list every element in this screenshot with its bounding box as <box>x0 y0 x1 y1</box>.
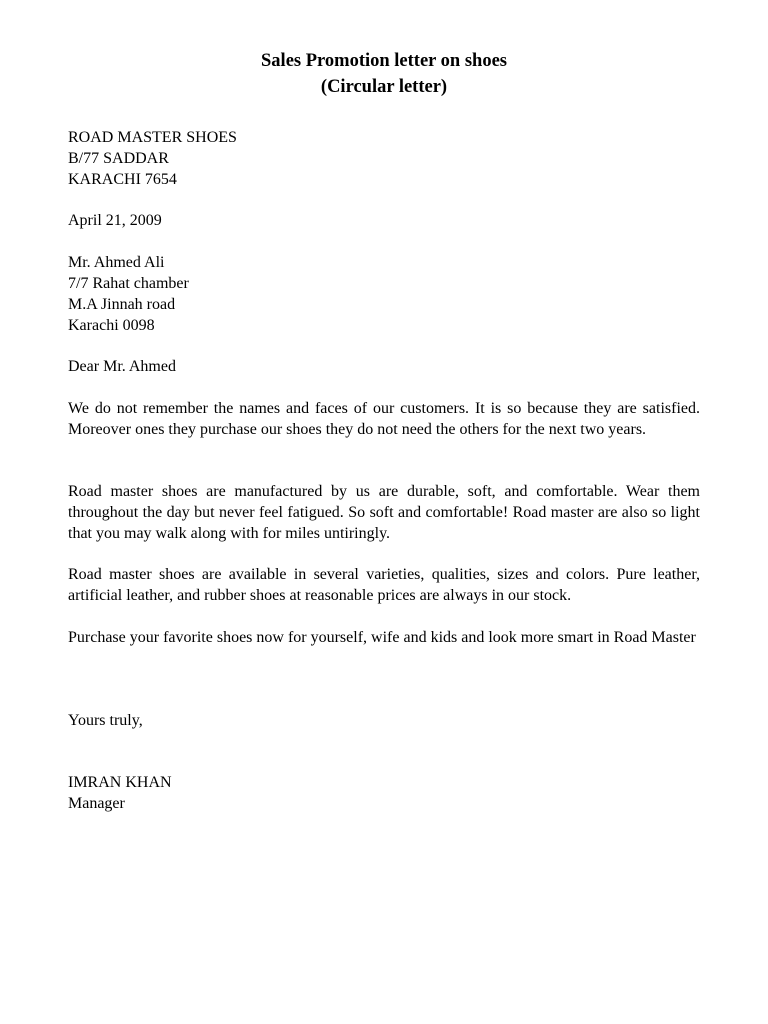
signer-role: Manager <box>68 795 125 812</box>
recipient-city: Karachi 0098 <box>68 317 155 334</box>
recipient-street: M.A Jinnah road <box>68 296 176 313</box>
sender-street: B/77 SADDAR <box>68 150 169 167</box>
body-paragraph-4: Purchase your favorite shoes now for yourself, wife and kids and look more smart in Road Master <box>68 629 696 646</box>
recipient-building: 7/7 Rahat chamber <box>68 275 189 292</box>
body-paragraph-3: Road master shoes are available in several varieties, qualities, sizes and colors. Pure leather, artificial leather, and rubber shoes at reasonable prices are always in our stock. <box>68 566 700 604</box>
signature-block <box>68 772 700 814</box>
sender-company: ROAD MASTER SHOES <box>68 129 237 146</box>
closing: Yours truly, <box>68 712 143 729</box>
salutation: Dear Mr. Ahmed <box>68 358 176 375</box>
recipient-name: Mr. Ahmed Ali <box>68 254 165 271</box>
signer-name: IMRAN KHAN <box>68 774 172 791</box>
body-paragraph-2: Road master shoes are manufactured by us are durable, soft, and comfortable. Wear them throughout the day but never feel fatigued. So soft and comfortable! Road master are also so light that you may walk along with for miles untiringly. <box>68 483 700 542</box>
sender-address <box>68 127 700 190</box>
recipient-address <box>68 252 700 336</box>
sender-city: KARACHI 7654 <box>68 171 177 188</box>
letter-date: April 21, 2009 <box>68 212 162 229</box>
letter-title: Sales Promotion letter on shoes <box>261 51 507 71</box>
letter-subtitle: (Circular letter) <box>320 77 448 97</box>
body-paragraph-1: We do not remember the names and faces of our customers. It is so because they are satisfied. Moreover ones they purchase our shoes they do not need the others for the next two years. <box>68 400 700 438</box>
